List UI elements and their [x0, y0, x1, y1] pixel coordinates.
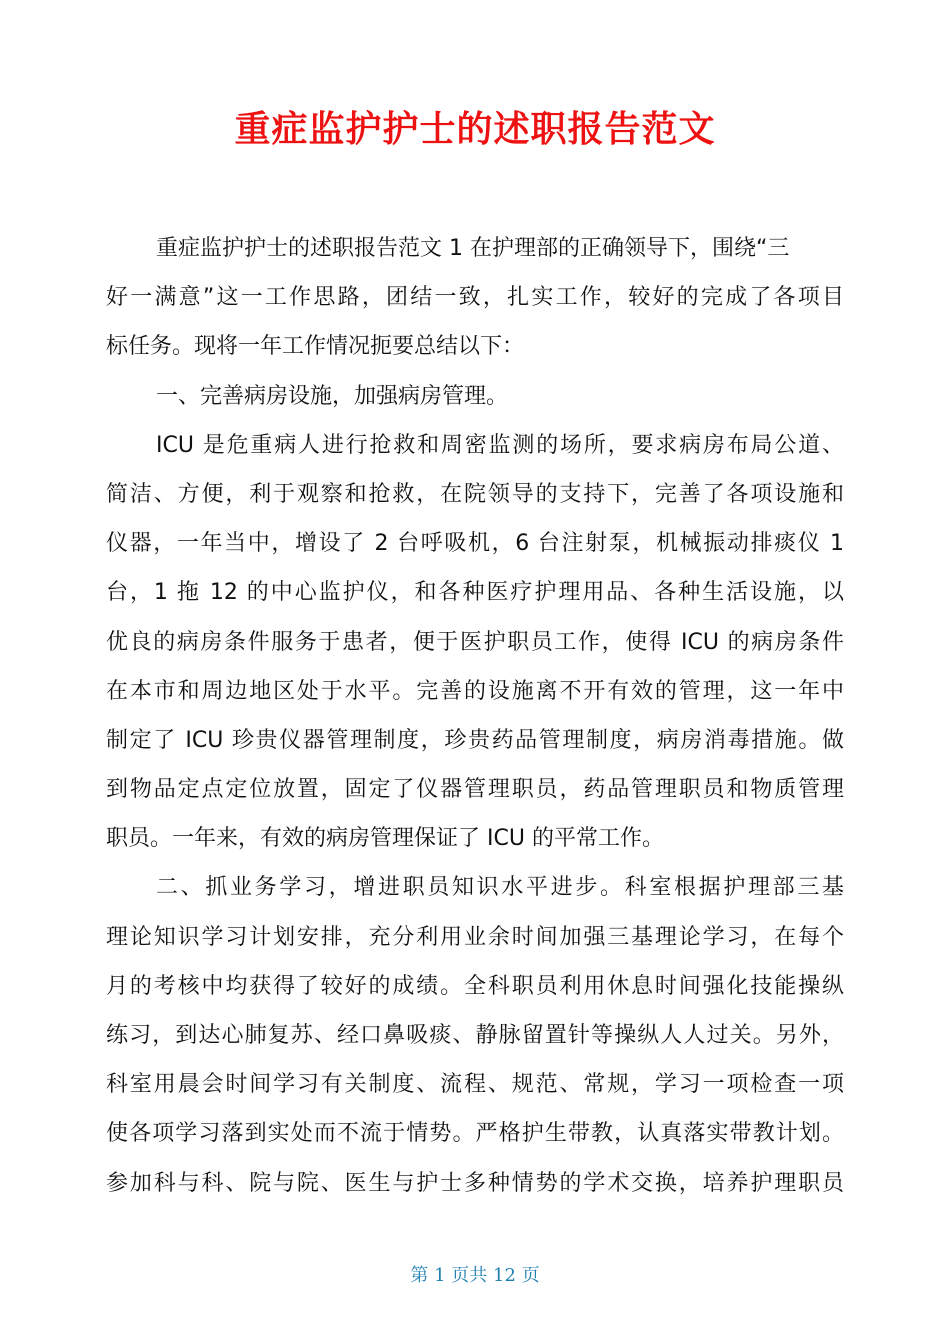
- body-line: 简洁、方便，利于观察和抢救，在院领导的支持下，完善了各项设施和: [106, 481, 844, 507]
- body-line: ICU 是危重病人进行抢救和周密监测的场所，要求病房布局公道、: [156, 432, 844, 458]
- body-line: 标任务。现将一年工作情况扼要总结以下：: [106, 334, 525, 360]
- body-line: 台，1 拖 12 的中心监护仪，和各种医疗护理用品、各种生活设施，以: [106, 580, 844, 606]
- body-line: 使各项学习落到实处而不流于情势。严格护生带教，认真落实带教计划。: [106, 1121, 844, 1147]
- body-line: 在本市和周边地区处于水平。完善的设施离不开有效的管理，这一年中: [106, 678, 844, 704]
- body-line: 好一满意”这一工作思路，团结一致，扎实工作，较好的完成了各项目: [106, 285, 844, 311]
- body-line: 到物品定点定位放置，固定了仪器管理职员，药品管理职员和物质管理: [106, 777, 844, 803]
- body-line: 科室用晨会时间学习有关制度、流程、规范、常规，学习一项检查一项: [106, 1072, 844, 1098]
- body-line: 职员。一年来，有效的病房管理保证了 ICU 的平常工作。: [106, 826, 664, 852]
- document-title: 重症监护护士的述职报告范文: [234, 109, 716, 150]
- body-line: 仪器，一年当中，增设了 2 台呼吸机，6 台注射泵，机械振动排痰仪 1: [106, 531, 844, 557]
- body-line: 练习，到达心肺复苏、经口鼻吸痰、静脉留置针等操纵人人过关。另外，: [106, 1023, 844, 1048]
- body-line: 制定了 ICU 珍贵仪器管理制度，珍贵药品管理制度，病房消毒措施。做: [106, 727, 844, 753]
- document-body: [106, 224, 844, 1208]
- body-line: 参加科与科、院与院、医生与护士多种情势的学术交换，培养护理职员: [106, 1170, 844, 1196]
- section-heading: 二、抓业务学习，增进职员知识水平进步。科室根据护理部三基: [156, 875, 844, 901]
- body-line: 理论知识学习计划安排，充分利用业余时间加强三基理论学习，在每个: [106, 924, 844, 950]
- body-line: 重症监护护士的述职报告范文 1 在护理部的正确领导下，围绕“三: [156, 236, 790, 261]
- page-number-footer: 第 1 页共 12 页: [410, 1265, 540, 1286]
- body-line: 月的考核中均获得了较好的成绩。全科职员利用休息时间强化技能操纵: [106, 973, 844, 999]
- section-heading: 一、完善病房设施，加强病房管理。: [156, 383, 509, 409]
- body-line: 优良的病房条件服务于患者，便于医护职员工作，使得 ICU 的病房条件: [106, 629, 844, 655]
